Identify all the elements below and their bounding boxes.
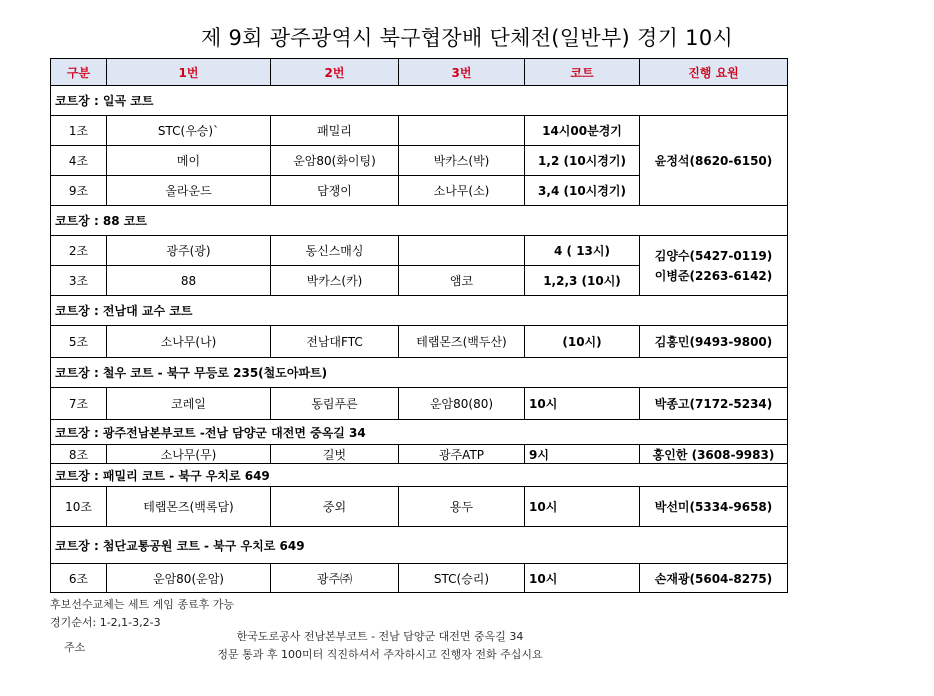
section-title: 코트장 : 패밀리 코트 - 북구 우치로 649 — [51, 464, 788, 487]
section-title: 코트장 : 철우 코트 - 북구 무등로 235(철도아파트) — [51, 358, 788, 388]
player-3-cell: 박카스(박) — [399, 146, 525, 176]
player-2-cell: 박카스(카) — [271, 266, 399, 296]
court-cell: 1,2 (10시경기) — [525, 146, 640, 176]
group-cell: 2조 — [51, 236, 107, 266]
staff-name: 이병준(2263-6142) — [654, 268, 773, 283]
staff-cell: 손재광(5604-8275) — [640, 564, 788, 593]
address-line-1: 한국도로공사 전남본부코트 - 전남 담양군 대전면 중옥길 34 — [236, 630, 524, 643]
player-1-cell: 소나무(나) — [107, 326, 271, 358]
staff-cell — [640, 236, 788, 296]
player-2-cell: 패밀리 — [271, 116, 399, 146]
court-cell: (10시) — [525, 326, 640, 358]
player-3-cell: 광주ATP — [399, 445, 525, 464]
header-player-2: 2번 — [271, 59, 399, 86]
player-2-cell: 담쟁이 — [271, 176, 399, 206]
match-order-note: 경기순서: 1-2,1-3,2-3 — [50, 616, 161, 629]
court-cell: 3,4 (10시경기) — [525, 176, 640, 206]
table-row — [51, 326, 788, 358]
section-title: 코트장 : 일곡 코트 — [51, 86, 788, 116]
player-3-cell: 앰코 — [399, 266, 525, 296]
player-1-cell: 88 — [107, 266, 271, 296]
group-cell: 10조 — [51, 487, 107, 527]
player-2-cell: 광주㈜ — [271, 564, 399, 593]
court-cell: 10시 — [525, 388, 640, 420]
section-row — [51, 86, 788, 116]
header-player-1: 1번 — [107, 59, 271, 86]
section-row — [51, 420, 788, 445]
section-title: 코트장 : 전남대 교수 코트 — [51, 296, 788, 326]
header-staff: 진행 요원 — [640, 59, 788, 86]
player-1-cell: STC(우승)` — [107, 116, 271, 146]
staff-cell: 홍인한 (3608-9983) — [640, 445, 788, 464]
court-cell: 9시 — [525, 445, 640, 464]
player-3-cell: STC(승리) — [399, 564, 525, 593]
header-court: 코트 — [525, 59, 640, 86]
group-cell: 7조 — [51, 388, 107, 420]
address-label: 주소 — [64, 641, 86, 654]
table-row — [51, 564, 788, 593]
staff-name: 김양수(5427-0119) — [654, 248, 773, 263]
section-row — [51, 206, 788, 236]
player-2-cell: 동림푸른 — [271, 388, 399, 420]
staff-cell: 윤정석(8620-6150) — [640, 116, 788, 206]
player-2-cell: 길벗 — [271, 445, 399, 464]
staff-cell: 김홍민(9493-9800) — [640, 326, 788, 358]
section-row — [51, 527, 788, 564]
header-group: 구분 — [51, 59, 107, 86]
player-2-cell: 중외 — [271, 487, 399, 527]
player-3-cell: 용두 — [399, 487, 525, 527]
player-2-cell: 운암80(화이팅) — [271, 146, 399, 176]
group-cell: 1조 — [51, 116, 107, 146]
group-cell: 5조 — [51, 326, 107, 358]
group-cell: 8조 — [51, 445, 107, 464]
player-3-cell — [399, 116, 525, 146]
player-1-cell: 운암80(운암) — [107, 564, 271, 593]
player-1-cell: 광주(광) — [107, 236, 271, 266]
player-1-cell: 소나무(무) — [107, 445, 271, 464]
player-2-cell: 동신스매싱 — [271, 236, 399, 266]
page-title: 제 9회 광주광역시 북구협장배 단체전(일반부) 경기 10시 — [200, 26, 734, 50]
address-line-2: 정문 통과 후 100미터 직진하셔서 주자하시고 진행자 전화 주십시요 — [217, 648, 543, 661]
table-row — [51, 116, 788, 146]
court-cell: 14시00분경기 — [525, 116, 640, 146]
section-row — [51, 358, 788, 388]
player-1-cell: 테랩몬즈(백록담) — [107, 487, 271, 527]
group-cell: 3조 — [51, 266, 107, 296]
court-cell: 10시 — [525, 564, 640, 593]
staff-cell: 박선미(5334-9658) — [640, 487, 788, 527]
player-3-cell — [399, 236, 525, 266]
court-cell: 10시 — [525, 487, 640, 527]
table-row — [51, 388, 788, 420]
section-row — [51, 464, 788, 487]
player-3-cell: 운암80(80) — [399, 388, 525, 420]
court-cell: 4 ( 13시) — [525, 236, 640, 266]
player-1-cell: 메이 — [107, 146, 271, 176]
section-title: 코트장 : 88 코트 — [51, 206, 788, 236]
player-3-cell: 테랩몬즈(백두산) — [399, 326, 525, 358]
group-cell: 6조 — [51, 564, 107, 593]
header-player-3: 3번 — [399, 59, 525, 86]
schedule-table — [50, 58, 788, 593]
group-cell: 4조 — [51, 146, 107, 176]
staff-cell: 박종고(7172-5234) — [640, 388, 788, 420]
section-title: 코트장 : 광주전남본부코트 -전남 담양군 대전면 중옥길 34 — [51, 420, 788, 445]
player-3-cell: 소나무(소) — [399, 176, 525, 206]
player-1-cell: 코레일 — [107, 388, 271, 420]
group-cell: 9조 — [51, 176, 107, 206]
table-row — [51, 487, 788, 527]
header-row — [51, 59, 788, 86]
court-cell: 1,2,3 (10시) — [525, 266, 640, 296]
section-title: 코트장 : 첨단교통공원 코트 - 북구 우치로 649 — [51, 527, 788, 564]
section-row — [51, 296, 788, 326]
substitute-note: 후보선수교체는 세트 게임 종료후 가능 — [50, 598, 235, 611]
player-1-cell: 올라운드 — [107, 176, 271, 206]
table-row — [51, 445, 788, 464]
table-row — [51, 236, 788, 266]
player-2-cell: 전남대FTC — [271, 326, 399, 358]
